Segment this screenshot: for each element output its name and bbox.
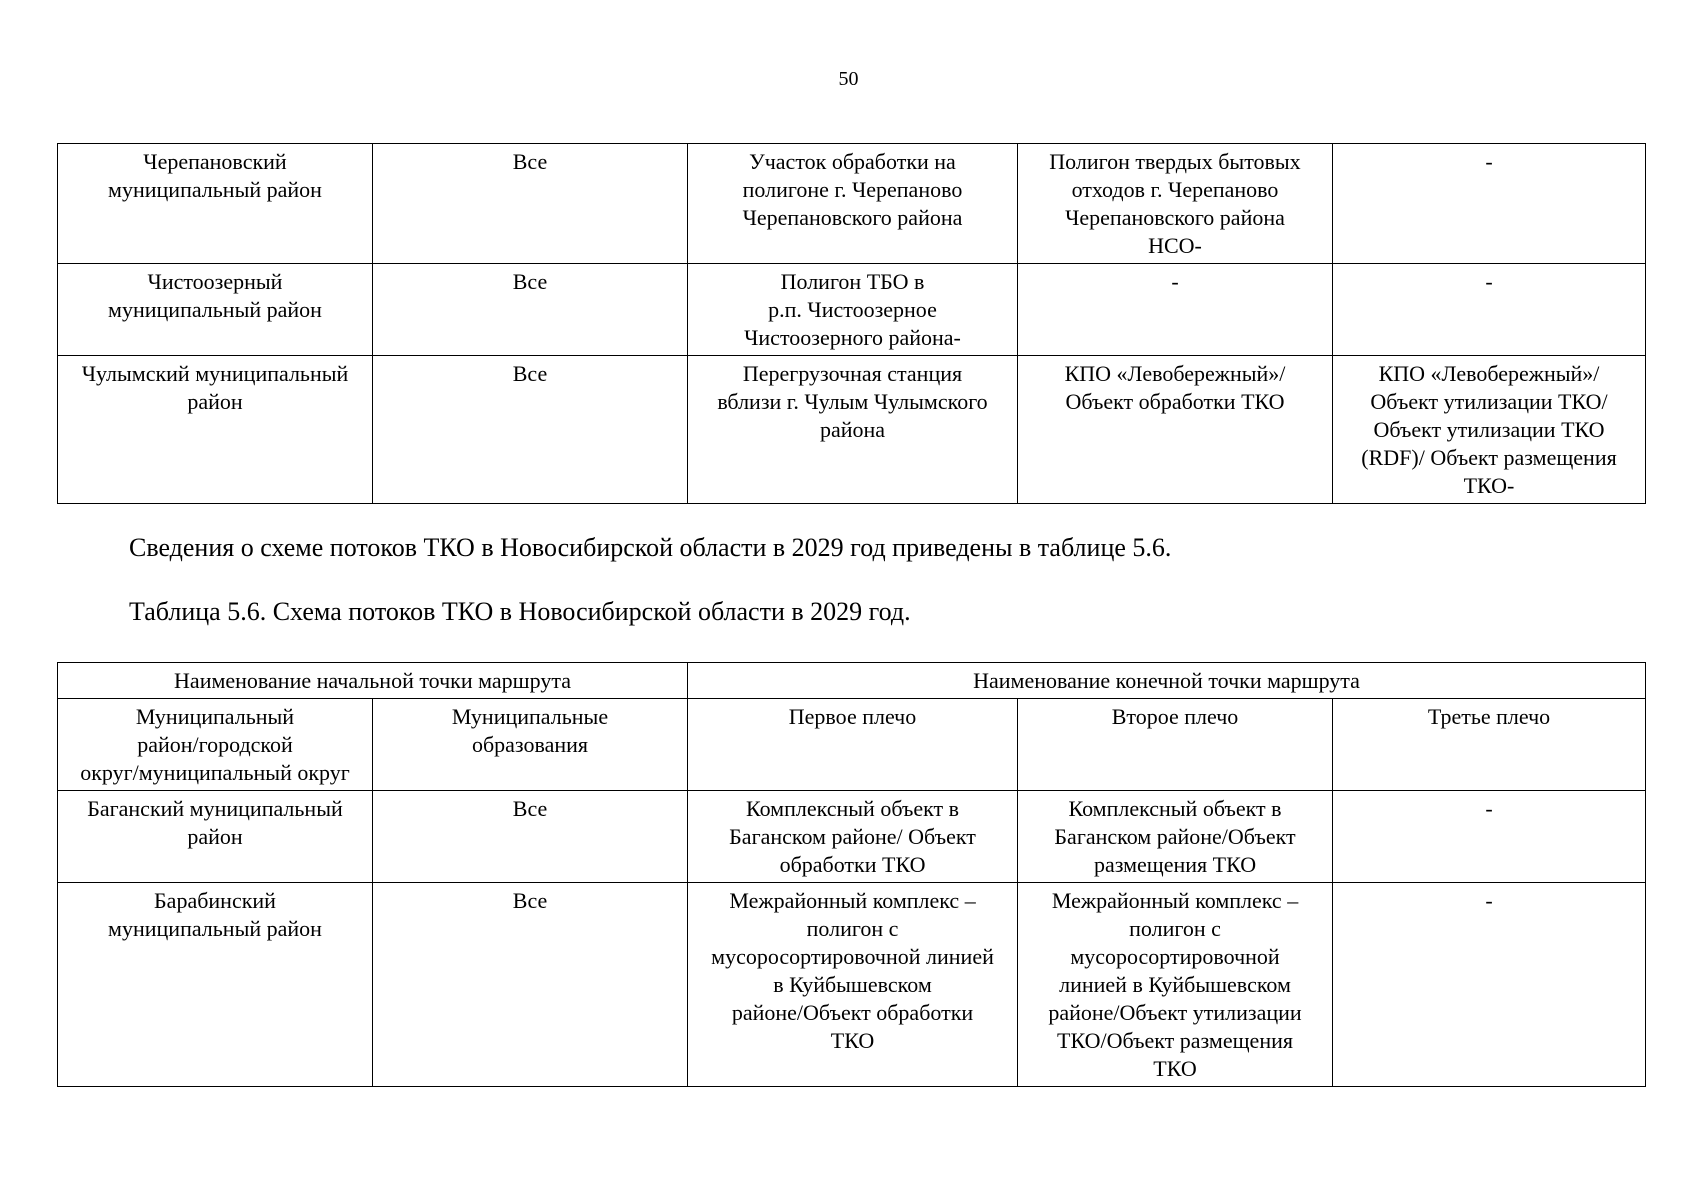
cell-second-leg <box>1018 144 1333 264</box>
cell-line: муниципальный район <box>108 297 322 322</box>
table-header <box>58 663 1646 791</box>
cell-line: районе/Объект обработки <box>731 1000 974 1025</box>
cell-line: Все <box>512 269 548 294</box>
cell-line: полигоне г. Черепаново <box>742 177 963 202</box>
cell-first-leg <box>688 264 1018 356</box>
cell-line: - <box>1171 269 1179 294</box>
cell-line: Комплексный объект в <box>746 796 960 821</box>
table-body <box>58 144 1646 504</box>
cell-line: образования <box>471 732 589 757</box>
cell-line: (RDF)/ Объект размещения <box>1361 445 1617 470</box>
cell-line: Чистоозерный <box>147 269 283 294</box>
table-row <box>58 883 1646 1087</box>
page-number: 50 <box>838 68 859 90</box>
cell-line: - <box>1485 269 1493 294</box>
cell-line: Черепановского района <box>1065 205 1285 230</box>
cell-municipalities <box>373 264 688 356</box>
cell-line: Чистоозерного района- <box>744 325 961 350</box>
cell-line: Все <box>512 361 548 386</box>
cell-line: Полигон твердых бытовых <box>1049 149 1301 174</box>
cell-line: Баганский муниципальный <box>87 796 343 821</box>
cell-line: район/городской <box>137 732 293 757</box>
cell-line: вблизи г. Чулым Чулымского <box>717 389 988 414</box>
cell-municipalities <box>373 144 688 264</box>
cell-line: - <box>1485 796 1493 821</box>
cell-line: Все <box>512 796 548 821</box>
table-row <box>58 356 1646 504</box>
cell-line: Черепановского района <box>742 205 963 230</box>
cell-district <box>58 356 373 504</box>
cell-line: р.п. Чистоозерное <box>768 297 937 322</box>
paragraph-text: Сведения о схеме потоков ТКО в Новосибирской области в 2029 год приведены в таблице 5.6. <box>129 533 1172 562</box>
cell-district <box>58 264 373 356</box>
cell-line: ТКО/Объект размещения <box>1057 1028 1293 1053</box>
header-cell-district <box>58 699 373 791</box>
header-cell-second-leg <box>1018 699 1333 791</box>
cell-line: - <box>1485 149 1493 174</box>
cell-line: ТКО <box>830 1028 875 1053</box>
cell-line: Перегрузочная станция <box>742 361 963 386</box>
cell-line: мусоросортировочной <box>1070 944 1280 969</box>
header-start-point: Наименование начальной точки маршрута <box>58 663 688 699</box>
cell-line: Межрайонный комплекс – <box>1051 888 1299 913</box>
cell-district <box>58 144 373 264</box>
cell-line: КПО «Левобережный»/ <box>1378 361 1600 386</box>
table-body <box>58 791 1646 1087</box>
cell-line: район <box>187 389 243 414</box>
cell-line: отходов г. Черепаново <box>1071 177 1279 202</box>
cell-district <box>58 883 373 1087</box>
cell-line: Второе плечо <box>1111 704 1239 729</box>
header-cell-municipalities <box>373 699 688 791</box>
cell-line: Участок обработки на <box>749 149 956 174</box>
cell-line: полигон с <box>1129 916 1221 941</box>
table-caption: Таблица 5.6. Схема потоков ТКО в Новосибирской области в 2029 год. <box>129 597 911 626</box>
cell-municipalities <box>373 883 688 1087</box>
cell-first-leg <box>688 144 1018 264</box>
cell-line: района <box>819 417 886 442</box>
table-row <box>58 264 1646 356</box>
cell-line: Все <box>512 149 548 174</box>
cell-line: муниципальный район <box>108 916 322 941</box>
group-header-row <box>58 663 1646 699</box>
cell-line: ТКО- <box>1463 473 1515 498</box>
cell-line: Объект обработки ТКО <box>1065 389 1285 414</box>
cell-municipalities <box>373 356 688 504</box>
cell-line: КПО «Левобережный»/ <box>1064 361 1286 386</box>
cell-first-leg <box>688 883 1018 1087</box>
cell-line: Муниципальные <box>451 704 609 729</box>
cell-line: Муниципальный <box>135 704 295 729</box>
table-row <box>58 791 1646 883</box>
cell-line: район <box>187 824 243 849</box>
cell-second-leg <box>1018 356 1333 504</box>
cell-line: Барабинский <box>154 888 276 913</box>
cell-line: Объект утилизации ТКО <box>1373 417 1605 442</box>
cell-line: Первое плечо <box>788 704 917 729</box>
cell-line: Черепановский <box>143 149 287 174</box>
cell-line: в Куйбышевском <box>773 972 932 997</box>
cell-first-leg <box>688 791 1018 883</box>
cell-line: ТКО <box>1153 1056 1197 1081</box>
table-row <box>58 144 1646 264</box>
header-end-point: Наименование конечной точки маршрута <box>688 663 1646 699</box>
cell-line: НСО- <box>1148 233 1202 258</box>
cell-line: Баганском районе/Объект <box>1054 824 1296 849</box>
cell-district <box>58 791 373 883</box>
cell-third-leg <box>1333 883 1646 1087</box>
cell-line: Баганском районе/ Объект <box>729 824 976 849</box>
cell-second-leg <box>1018 264 1333 356</box>
cell-line: полигон с <box>806 916 899 941</box>
header-cell-first-leg <box>688 699 1018 791</box>
cell-line: линией в Куйбышевском <box>1059 972 1291 997</box>
cell-line: Третье плечо <box>1427 704 1551 729</box>
cell-line: обработки ТКО <box>779 852 926 877</box>
cell-second-leg <box>1018 883 1333 1087</box>
cell-third-leg <box>1333 264 1646 356</box>
table-5-6 <box>57 662 1646 1087</box>
cell-second-leg <box>1018 791 1333 883</box>
sub-header-row <box>58 699 1646 791</box>
cell-line: Межрайонный комплекс – <box>729 888 976 913</box>
cell-line: - <box>1485 888 1493 913</box>
header-cell-third-leg <box>1333 699 1646 791</box>
cell-third-leg <box>1333 144 1646 264</box>
cell-third-leg <box>1333 356 1646 504</box>
cell-line: Комплексный объект в <box>1068 796 1282 821</box>
table-previous-part <box>57 143 1646 504</box>
cell-municipalities <box>373 791 688 883</box>
cell-line: Чулымский муниципальный <box>81 361 349 386</box>
cell-line: муниципальный район <box>108 177 322 202</box>
cell-line: размещения ТКО <box>1093 852 1257 877</box>
cell-line: районе/Объект утилизации <box>1048 1000 1302 1025</box>
cell-line: Полигон ТБО в <box>780 269 925 294</box>
cell-first-leg <box>688 356 1018 504</box>
cell-line: округ/муниципальный округ <box>80 760 350 785</box>
cell-third-leg <box>1333 791 1646 883</box>
cell-line: мусоросортировочной линией <box>711 944 994 969</box>
cell-line: Объект утилизации ТКО/ <box>1370 389 1608 414</box>
cell-line: Все <box>512 888 548 913</box>
